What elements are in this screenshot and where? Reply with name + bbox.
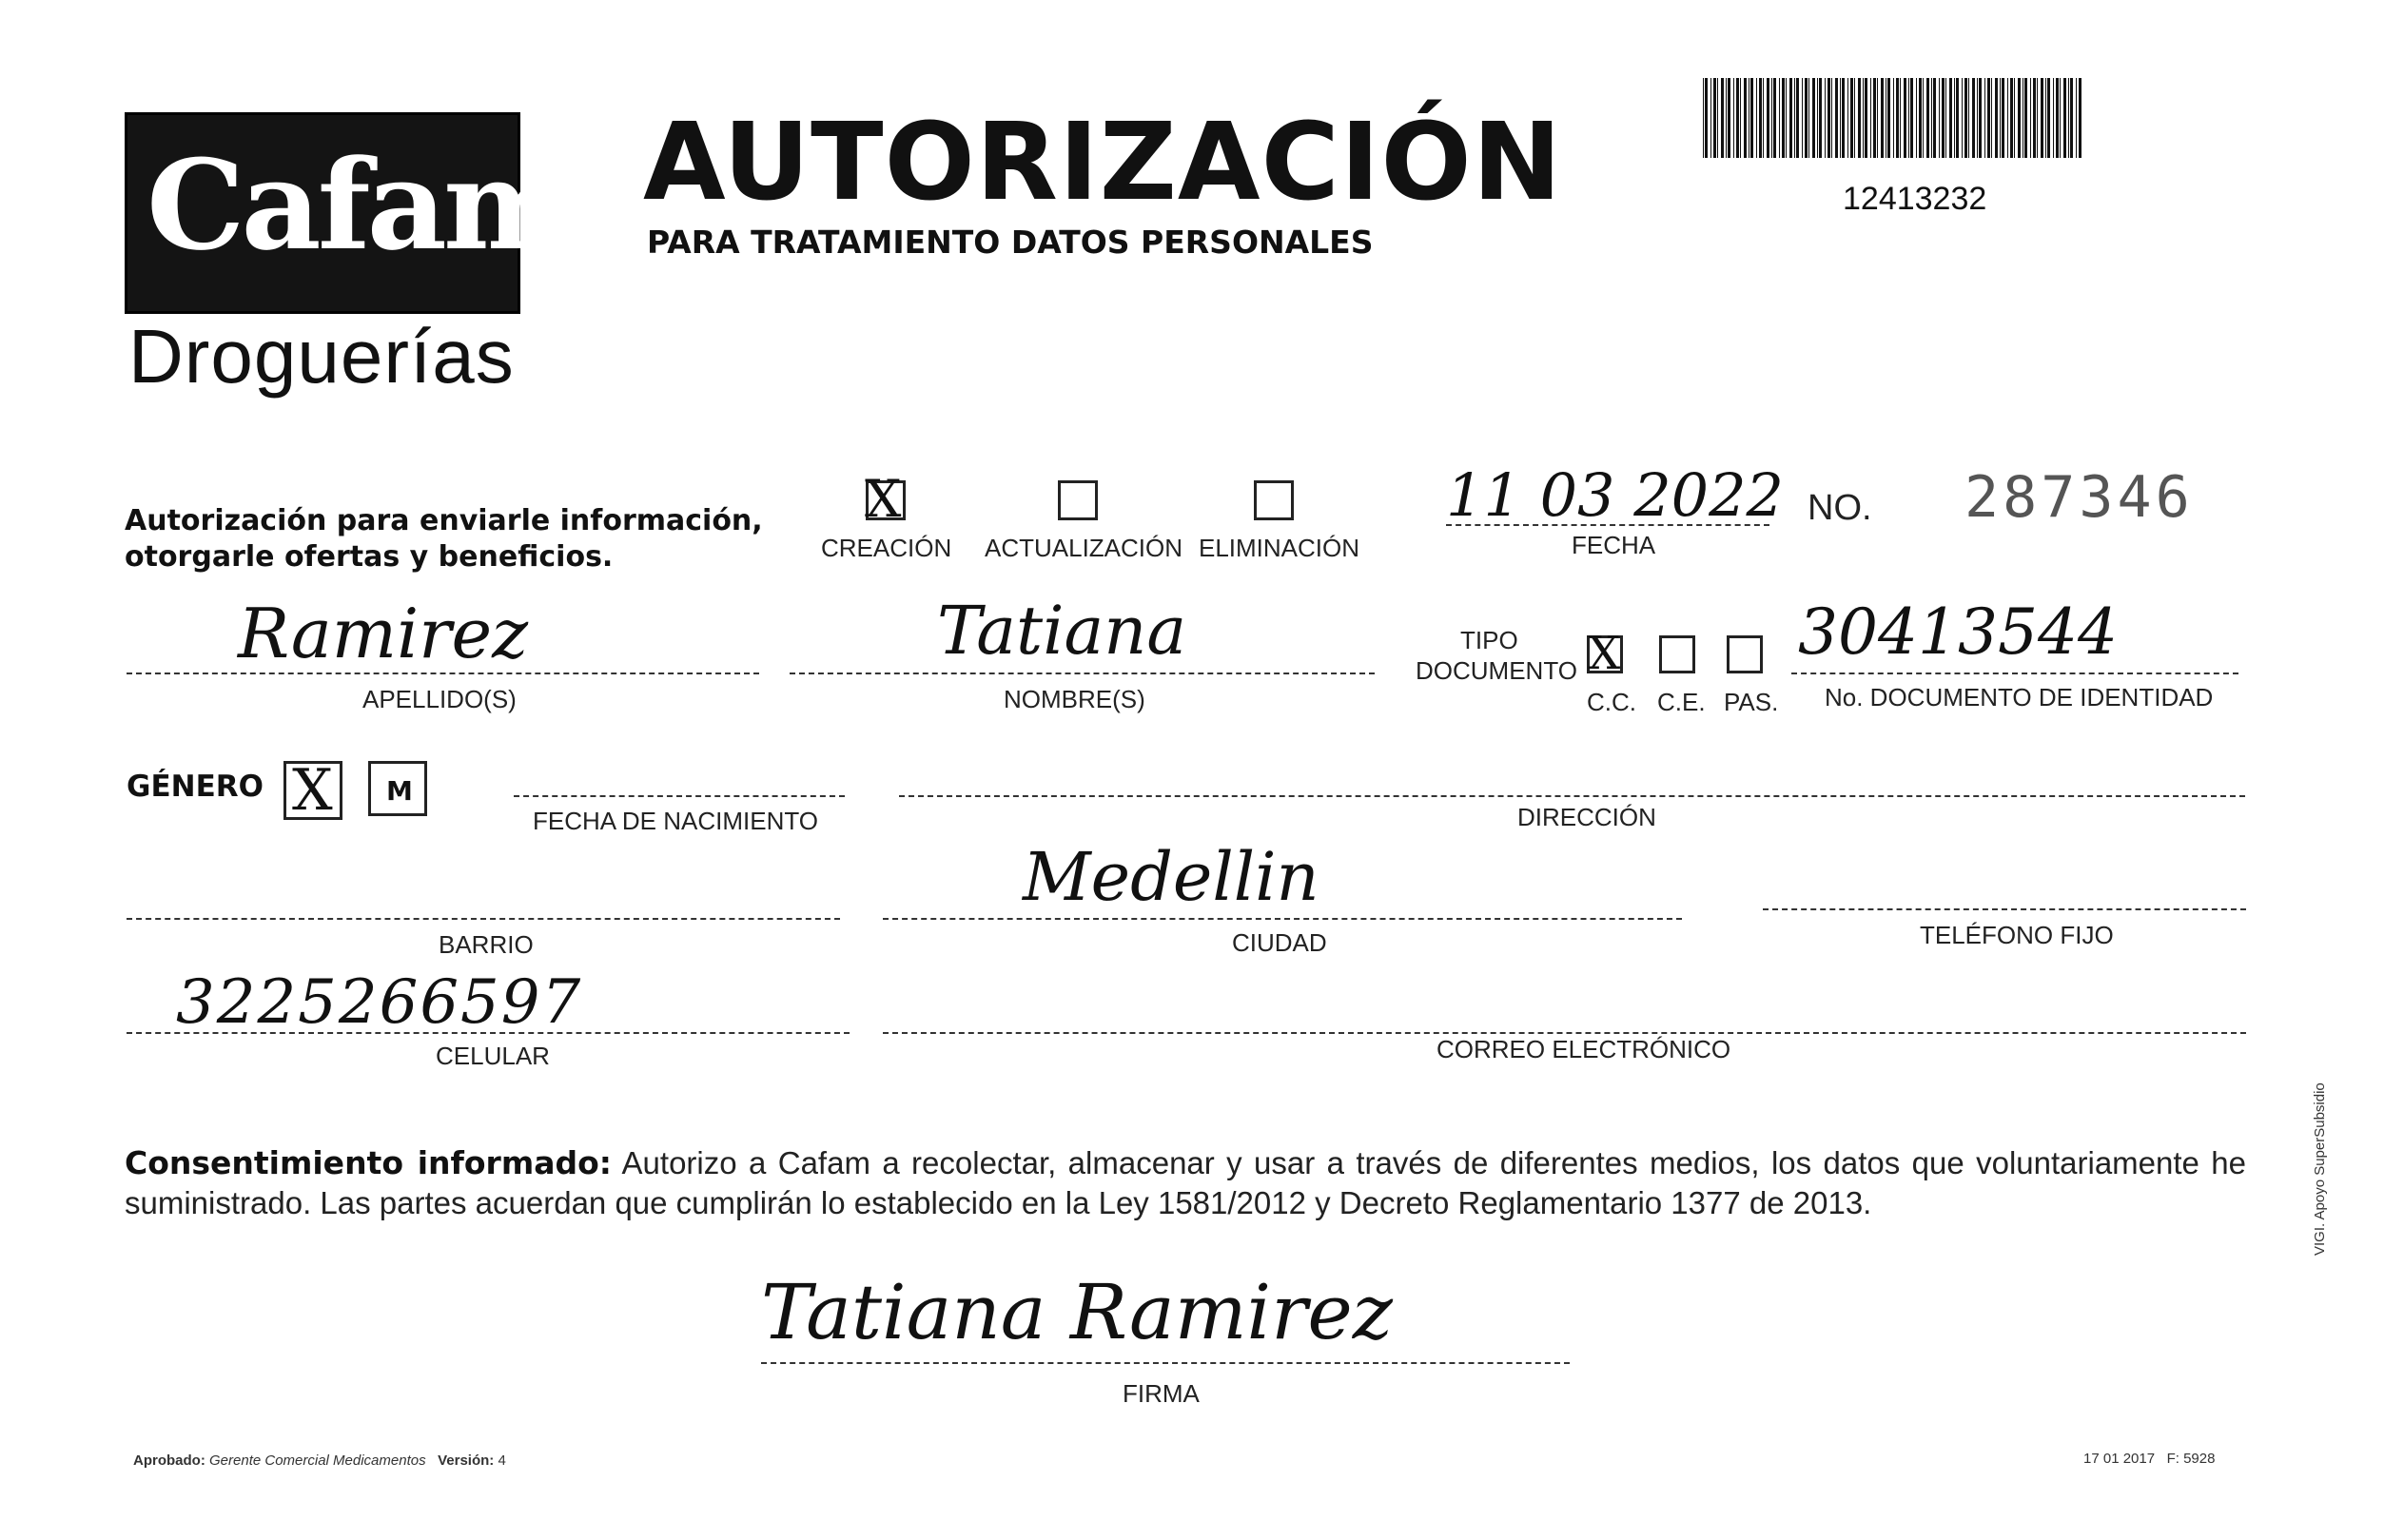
barcode-bar bbox=[1759, 78, 1762, 158]
barcode-bar bbox=[2010, 78, 2013, 158]
barcode-bar bbox=[2007, 78, 2008, 158]
barcode-bar bbox=[1825, 78, 1826, 158]
apellidos-value[interactable]: Ramirez bbox=[238, 594, 529, 673]
barcode-bar bbox=[1949, 78, 1952, 158]
barcode-bar bbox=[1850, 78, 1853, 158]
barcode-bar bbox=[1779, 78, 1780, 158]
barcode-bar bbox=[1796, 78, 1799, 158]
apellidos-label: APELLIDO(S) bbox=[362, 685, 517, 713]
numero-documento-line bbox=[1791, 673, 2238, 674]
barcode-bar bbox=[1808, 78, 1809, 158]
barcode-graphic bbox=[1703, 78, 2083, 158]
barcode-bar bbox=[1786, 78, 1787, 158]
barcode-bar bbox=[1942, 78, 1945, 158]
barcode-bar bbox=[1733, 78, 1734, 158]
checkbox-genero-m[interactable] bbox=[368, 761, 427, 816]
logo bbox=[125, 112, 571, 314]
checkbox-pas[interactable] bbox=[1727, 635, 1763, 673]
barcode-bar bbox=[2047, 78, 2050, 158]
direccion-label: DIRECCIÓN bbox=[1517, 803, 1656, 831]
number-label: NO. bbox=[1808, 488, 1872, 528]
date-value[interactable]: 11 03 2022 bbox=[1446, 460, 1784, 530]
checkbox-cc[interactable] bbox=[1587, 627, 1623, 680]
checkbox-genero-m-label: M bbox=[386, 775, 413, 807]
barcode-bar bbox=[1923, 78, 1924, 158]
barcode-bar bbox=[1858, 78, 1861, 158]
genero-label: GÉNERO bbox=[127, 770, 264, 804]
barcode-bar bbox=[2053, 78, 2054, 158]
document-subtitle: PARA TRATAMIENTO DATOS PERSONALES bbox=[647, 224, 1374, 261]
barcode-bar bbox=[2041, 78, 2043, 158]
barcode-bar bbox=[1991, 78, 1992, 158]
signature-label: FIRMA bbox=[1123, 1379, 1200, 1408]
consent-paragraph bbox=[125, 1143, 2246, 1223]
barcode-bar bbox=[1756, 78, 1757, 158]
barcode-bar bbox=[1728, 78, 1730, 158]
barcode-bar bbox=[1945, 78, 1946, 158]
barcode-bar bbox=[1842, 78, 1845, 158]
correo-line[interactable] bbox=[883, 1032, 2246, 1034]
barcode-bar bbox=[1740, 78, 1741, 158]
footer-approved-label: Aprobado: bbox=[133, 1452, 205, 1469]
barcode-bar bbox=[1750, 78, 1753, 158]
nombres-line bbox=[790, 673, 1375, 674]
barcode-bar bbox=[1817, 78, 1818, 158]
barcode-bar bbox=[1865, 78, 1867, 158]
label-actualizacion: ACTUALIZACIÓN bbox=[985, 534, 1183, 562]
barcode-bar bbox=[1916, 78, 1917, 158]
footer-approved bbox=[133, 1452, 506, 1469]
numero-documento-label: No. DOCUMENTO DE IDENTIDAD bbox=[1825, 683, 2214, 712]
label-creacion: CREACIÓN bbox=[821, 534, 952, 562]
barcode-bar bbox=[1984, 78, 1985, 158]
barcode-bar bbox=[2014, 78, 2015, 158]
barcode-bar bbox=[1873, 78, 1876, 158]
barcode-bar bbox=[2002, 78, 2004, 158]
barcode-bar bbox=[1939, 78, 1940, 158]
checkbox-actualizacion[interactable] bbox=[1058, 480, 1098, 520]
barcode-bar bbox=[2063, 78, 2066, 158]
nombres-label: NOMBRE(S) bbox=[1004, 685, 1145, 713]
barcode-bar bbox=[1802, 78, 1803, 158]
barcode-bar bbox=[1904, 78, 1906, 158]
checkbox-ce[interactable] bbox=[1659, 635, 1695, 673]
barcode-bar bbox=[1717, 78, 1718, 158]
barcode-bar bbox=[1887, 78, 1890, 158]
checkbox-creacion[interactable] bbox=[865, 469, 906, 529]
barcode-bar bbox=[1773, 78, 1776, 158]
authorization-intro-line2: otorgarle ofertas y beneficios. bbox=[125, 540, 614, 574]
barcode-number: 12413232 bbox=[1843, 181, 1987, 217]
logo-subtitle: Droguerías bbox=[128, 314, 515, 399]
footer-codes bbox=[2083, 1451, 2215, 1467]
checkbox-eliminacion[interactable] bbox=[1254, 480, 1294, 520]
barcode-bar bbox=[2068, 78, 2069, 158]
barcode-bar bbox=[1977, 78, 1978, 158]
barcode-bar bbox=[2060, 78, 2061, 158]
tipo-documento-label-line1: TIPO bbox=[1460, 626, 1518, 654]
barcode-bar bbox=[1710, 78, 1711, 158]
barcode-bar bbox=[1964, 78, 1967, 158]
barcode-bar bbox=[2018, 78, 2021, 158]
barcode-bar bbox=[1744, 78, 1747, 158]
ciudad-label: CIUDAD bbox=[1232, 928, 1327, 957]
barcode-bar bbox=[1789, 78, 1792, 158]
barcode-bar bbox=[1847, 78, 1848, 158]
footer-form-code: F: 5928 bbox=[2166, 1451, 2216, 1467]
label-pas: PAS. bbox=[1724, 688, 1779, 716]
barrio-line[interactable] bbox=[127, 918, 840, 920]
barcode-bar bbox=[1919, 78, 1922, 158]
barcode-bar bbox=[2045, 78, 2046, 158]
barcode-bar bbox=[1827, 78, 1830, 158]
barcode-bar bbox=[2070, 78, 2073, 158]
footer-version-value: 4 bbox=[498, 1452, 506, 1469]
checkbox-creacion-mark: X bbox=[865, 469, 902, 529]
barcode-bar bbox=[1962, 78, 1963, 158]
barcode-bar bbox=[1956, 78, 1959, 158]
barcode-bar bbox=[1805, 78, 1808, 158]
barcode-bar bbox=[1713, 78, 1716, 158]
barcode-bar bbox=[1995, 78, 1998, 158]
barcode-bar bbox=[2000, 78, 2001, 158]
label-cc: C.C. bbox=[1587, 688, 1636, 716]
barcode-bar bbox=[1703, 78, 1704, 158]
label-ce: C.E. bbox=[1657, 688, 1706, 716]
consent-heading: Consentimiento informado: bbox=[125, 1144, 612, 1181]
barcode-bar bbox=[1721, 78, 1724, 158]
barcode-bar bbox=[1972, 78, 1975, 158]
barrio-label: BARRIO bbox=[439, 930, 534, 959]
barcode-bar bbox=[1726, 78, 1727, 158]
fecha-nacimiento-label: FECHA DE NACIMIENTO bbox=[533, 807, 819, 835]
barcode-bar bbox=[1979, 78, 1982, 158]
nombres-value[interactable]: Tatiana bbox=[937, 592, 1187, 670]
label-eliminacion: ELIMINACIÓN bbox=[1199, 534, 1360, 562]
barcode-bar bbox=[1782, 78, 1785, 158]
barcode-bar bbox=[1819, 78, 1822, 158]
date-label: FECHA bbox=[1572, 531, 1656, 559]
barcode-bar bbox=[1910, 78, 1913, 158]
checkbox-genero-f-mark: X bbox=[292, 757, 333, 824]
telefono-fijo-label: TELÉFONO FIJO bbox=[1920, 921, 2114, 949]
signature-value[interactable]: Tatiana Ramirez bbox=[761, 1268, 1393, 1356]
barcode-bar bbox=[2076, 78, 2077, 158]
barcode-bar bbox=[1835, 78, 1838, 158]
barcode-bar bbox=[1900, 78, 1901, 158]
barcode-bar bbox=[2024, 78, 2027, 158]
numero-documento-value[interactable]: 30413544 bbox=[1798, 595, 2118, 669]
footer-date-code: 17 01 2017 bbox=[2083, 1451, 2156, 1467]
barcode-bar bbox=[1831, 78, 1832, 158]
barcode-bar bbox=[1794, 78, 1795, 158]
barcode-bar bbox=[1881, 78, 1884, 158]
footer-version-label: Versión: bbox=[438, 1452, 495, 1469]
signature-line bbox=[761, 1362, 1570, 1364]
barcode-bar bbox=[1933, 78, 1936, 158]
barcode-bar bbox=[1987, 78, 1990, 158]
footer-approved-value: Gerente Comercial Medicamentos bbox=[209, 1452, 426, 1469]
barcode-bar bbox=[1771, 78, 1772, 158]
checkbox-genero-f[interactable] bbox=[283, 757, 342, 824]
barcode-bar bbox=[1870, 78, 1871, 158]
barcode-bar bbox=[1854, 78, 1855, 158]
direccion-line[interactable] bbox=[899, 795, 2245, 797]
barcode-bar bbox=[1896, 78, 1899, 158]
side-text: VIGI. Apoyo SuperSubsidio bbox=[2312, 1082, 2328, 1256]
barcode-bar bbox=[1812, 78, 1815, 158]
barcode-bar bbox=[2033, 78, 2036, 158]
barcode-bar bbox=[1908, 78, 1909, 158]
barcode-bar bbox=[1931, 78, 1932, 158]
barcode-bar bbox=[2030, 78, 2031, 158]
barcode-bar bbox=[1705, 78, 1708, 158]
barcode-bar bbox=[1877, 78, 1878, 158]
ciudad-value[interactable]: Medellin bbox=[1023, 838, 1319, 916]
logo-name: Cafam bbox=[147, 132, 571, 278]
checkbox-cc-mark: X bbox=[1588, 627, 1621, 680]
barcode-bar bbox=[1736, 78, 1739, 158]
barcode-bar bbox=[1954, 78, 1955, 158]
celular-value[interactable]: 3225266597 bbox=[176, 967, 583, 1038]
barcode-bar bbox=[2079, 78, 2082, 158]
barcode-bar bbox=[2037, 78, 2038, 158]
number-value: 287346 bbox=[1964, 464, 2194, 531]
fecha-nacimiento-line[interactable] bbox=[514, 795, 845, 797]
telefono-fijo-line[interactable] bbox=[1763, 908, 2246, 910]
barcode-bar bbox=[1968, 78, 1969, 158]
tipo-documento-label-line2: DOCUMENTO bbox=[1416, 656, 1577, 685]
barcode-bar bbox=[1840, 78, 1841, 158]
barcode-bar bbox=[2056, 78, 2059, 158]
authorization-intro-line1: Autorización para enviarle información, bbox=[125, 504, 763, 537]
consent-text: Autorizo a Cafam a recolectar, almacenar y usar a través de diferentes medios, los datos que voluntariamente he suministrado. Las partes acuerdan que cumplirán lo establecido en la Ley 1581/2012 y Decreto Reglamentario 1377 de 2013. bbox=[125, 1145, 2246, 1220]
barcode-bar bbox=[1767, 78, 1769, 158]
correo-label: CORREO ELECTRÓNICO bbox=[1437, 1035, 1731, 1063]
ciudad-line bbox=[883, 918, 1682, 920]
barcode-bar bbox=[1863, 78, 1864, 158]
barcode-bar bbox=[1893, 78, 1894, 158]
barcode-bar bbox=[1926, 78, 1929, 158]
document-title: AUTORIZACIÓN bbox=[643, 101, 1563, 224]
celular-label: CELULAR bbox=[436, 1042, 550, 1070]
barcode-bar bbox=[1763, 78, 1764, 158]
